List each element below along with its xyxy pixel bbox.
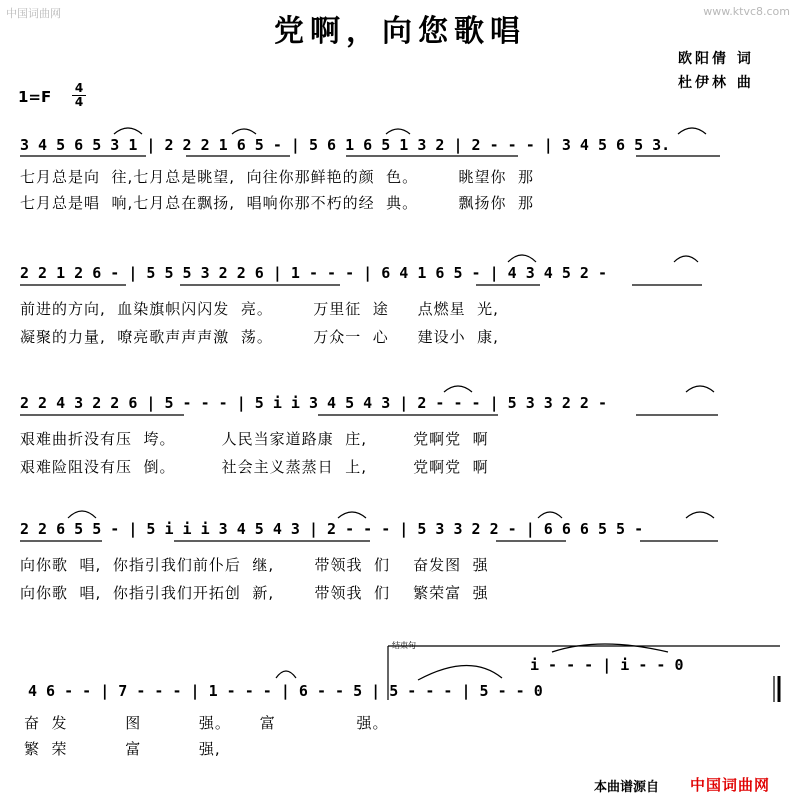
lyric-row-5-verse-1: 奋 发 图 强。 富 强。 <box>24 714 389 732</box>
meter-top: 4 <box>74 81 84 95</box>
notation-row-2: 2 2 1 2 6 - | 5 5 5 3 2 2 6 | 1 - - - | 6 4 1 6 5 - | 4 3 4 5 2 - <box>20 264 607 282</box>
notation-row-5: 4 6 - - | 7 - - - | 1 - - - | 6 - - 5 | 5 - - - | 5 - - 0 <box>28 682 543 700</box>
song-title: 党啊，向您歌唱 <box>274 14 526 49</box>
lyric-row-4-verse-2: 向你歌 唱, 你指引我们开拓创 新, 带领我 们 繁荣富 强 <box>20 584 489 602</box>
footer-source-label: 本曲谱源自 <box>594 780 660 795</box>
key-signature: 1=F <box>18 88 52 106</box>
lyricist-credit: 欧阳倩 词 <box>678 51 754 67</box>
footer-site-link[interactable]: 中国词曲网 <box>690 776 771 794</box>
lyric-row-4-verse-1: 向你歌 唱, 你指引我们前仆后 继, 带领我 们 奋发图 强 <box>20 556 489 574</box>
watermark-right: www.ktvc8.com <box>703 5 790 18</box>
meter-bottom: 4 <box>72 95 86 109</box>
lyric-row-5-verse-2: 繁 荣 富 强, <box>24 740 221 758</box>
ending-phrase-label: 结束句 <box>392 641 416 650</box>
lyric-row-2-verse-1: 前进的方向, 血染旗帜闪闪发 亮。 万里征 途 点燃星 光, <box>20 300 499 318</box>
notation-row-3: 2 2 4 3 2 2 6 | 5 - - - | 5 i i 3 4 5 4 3 | 2 - - - | 5 3 3 2 2 - <box>20 394 607 412</box>
composer-credit: 杜伊林 曲 <box>678 75 754 91</box>
lyric-row-3-verse-2: 艰难险阻没有压 倒。 社会主义蒸蒸日 上, 党啊党 啊 <box>20 458 489 476</box>
notation-row-5-upper: i - - - | i - - 0 <box>530 656 684 674</box>
watermark-left: 中国词曲网 <box>6 7 61 20</box>
notation-row-4: 2 2 6 5 5 - | 5 i i i 3 4 5 4 3 | 2 - - - | 5 3 3 2 2 - | 6 6 6 5 5 - <box>20 520 644 538</box>
lyric-row-2-verse-2: 凝聚的力量, 嘹亮歌声声声激 荡。 万众一 心 建设小 康, <box>20 328 499 346</box>
notation-row-1: 3 4 5 6 5 3 1 | 2 2 2 1 6 5 - | 5 6 1 6 5 1 3 2 | 2 - - - | 3 4 5 6 5 3. <box>20 136 671 154</box>
lyric-row-3-verse-1: 艰难曲折没有压 垮。 人民当家道路康 庄, 党啊党 啊 <box>20 430 489 448</box>
lyric-row-1-verse-1: 七月总是向 往,七月总是眺望, 向往你那鲜艳的颜 色。 眺望你 那 <box>20 168 535 186</box>
lyric-row-1-verse-2: 七月总是唱 响,七月总在飘扬, 唱响你那不朽的经 典。 飘扬你 那 <box>20 194 535 212</box>
